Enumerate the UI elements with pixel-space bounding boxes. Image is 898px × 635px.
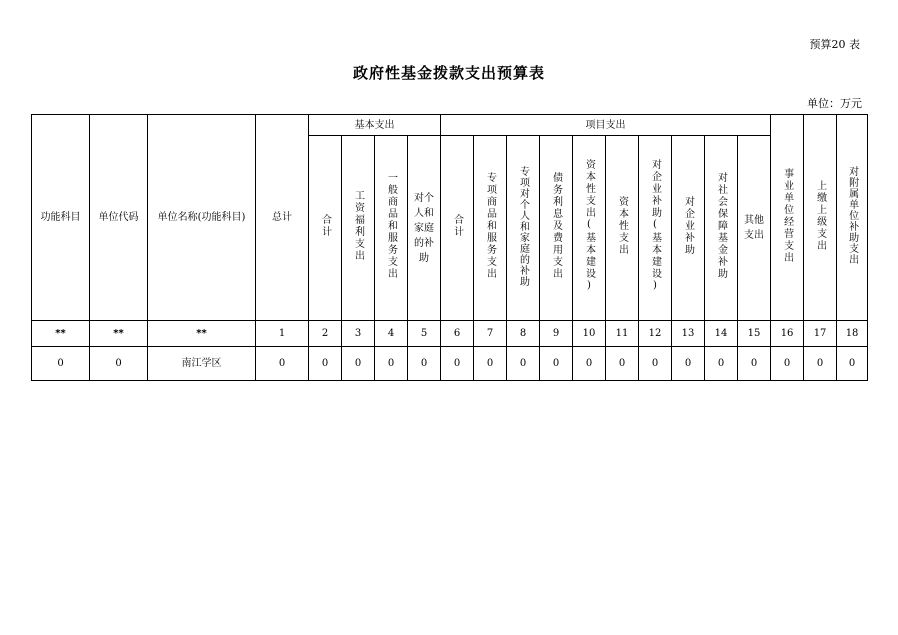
column-number-row (32, 321, 868, 347)
column-number: 3 (342, 321, 375, 347)
header-special-personal (507, 136, 540, 321)
header-unit-code: 单位代码 (90, 115, 148, 321)
header-other-text: 其他支出 (744, 215, 765, 241)
table-cell: 南江学区 (148, 347, 256, 381)
column-number: 5 (408, 321, 441, 347)
table-cell: 0 (606, 347, 639, 381)
column-number: 14 (705, 321, 738, 347)
header-goods-text: 一般商品和服务支出 (385, 172, 397, 280)
header-special-goods-text: 专项商品和服务支出 (484, 172, 496, 280)
header-debt-interest (540, 136, 573, 321)
header-special-goods (474, 136, 507, 321)
column-number: 17 (804, 321, 837, 347)
column-number: ** (148, 321, 256, 347)
header-other (738, 136, 771, 321)
header-basic-total-text: 合计 (319, 214, 331, 238)
header-special-personal-text: 专项对个人和家庭的补助 (517, 165, 529, 287)
table-cell: 0 (408, 347, 441, 381)
header-basic-group: 基本支出 (309, 115, 441, 136)
header-unit-name: 单位名称(功能科目) (148, 115, 256, 321)
column-number: 7 (474, 321, 507, 347)
page-title: 政府性基金拨款支出预算表 (352, 64, 545, 82)
table-row (32, 347, 868, 381)
header-enterprise-text: 对企业补助 (682, 196, 694, 256)
table-cell: 0 (342, 347, 375, 381)
header-enterprise-basic-text: 对企业补助(基本建设) (649, 159, 661, 293)
table-cell: 0 (90, 347, 148, 381)
header-wage-text: 工资福利支出 (352, 190, 364, 262)
table-cell: 0 (256, 347, 309, 381)
column-number: 2 (309, 321, 342, 347)
header-social-security (705, 136, 738, 321)
table-cell: 0 (540, 347, 573, 381)
unit-label: 单位：万元 (807, 97, 862, 110)
header-enterprise-basic (639, 136, 672, 321)
header-personal-basic-text: 对个人和家庭的补助 (414, 192, 434, 264)
column-number: 1 (256, 321, 309, 347)
table-cell: 0 (672, 347, 705, 381)
table-cell: 0 (375, 347, 408, 381)
header-goods (375, 136, 408, 321)
header-capital-text: 资本性支出 (616, 196, 628, 256)
column-number: 8 (507, 321, 540, 347)
column-number: ** (90, 321, 148, 347)
table-cell: 0 (771, 347, 804, 381)
header-superior (804, 115, 837, 321)
header-project-group: 项目支出 (441, 115, 771, 136)
header-project-total-text: 合计 (451, 214, 463, 238)
table-cell: 0 (474, 347, 507, 381)
column-number: 6 (441, 321, 474, 347)
header-subsidiary-text: 对附属单位补助支出 (846, 166, 858, 265)
column-number: 11 (606, 321, 639, 347)
header-enterprise (672, 136, 705, 321)
table-cell: 0 (639, 347, 672, 381)
header-debt-interest-text: 债务利息及费用支出 (550, 172, 562, 280)
header-row-groups (32, 115, 868, 136)
header-basic-total (309, 136, 342, 321)
header-operating (771, 115, 804, 321)
table-cell: 0 (705, 347, 738, 381)
header-subsidiary (837, 115, 868, 321)
column-number: 12 (639, 321, 672, 347)
column-number: 9 (540, 321, 573, 347)
table-cell: 0 (507, 347, 540, 381)
header-capital-basic (573, 136, 606, 321)
header-project-total (441, 136, 474, 321)
table-cell: 0 (32, 347, 90, 381)
column-number: ** (32, 321, 90, 347)
header-capital (606, 136, 639, 321)
header-operating-text: 事业单位经营支出 (781, 167, 793, 264)
header-personal-basic (408, 136, 441, 321)
table-cell: 0 (309, 347, 342, 381)
header-func-subject: 功能科目 (32, 115, 90, 321)
column-number: 16 (771, 321, 804, 347)
table-cell: 0 (738, 347, 771, 381)
column-number: 13 (672, 321, 705, 347)
table-cell: 0 (441, 347, 474, 381)
form-number: 预算20 表 (809, 38, 860, 51)
header-superior-text: 上缴上级支出 (814, 179, 826, 252)
header-total: 总计 (256, 115, 309, 321)
column-number: 4 (375, 321, 408, 347)
column-number: 10 (573, 321, 606, 347)
budget-table (31, 114, 868, 381)
column-number: 15 (738, 321, 771, 347)
column-number: 18 (837, 321, 868, 347)
header-social-security-text: 对社会保障基金补助 (715, 172, 727, 280)
table-cell: 0 (573, 347, 606, 381)
header-capital-basic-text: 资本性支出(基本建设) (583, 159, 595, 293)
header-wage (342, 136, 375, 321)
table-cell: 0 (837, 347, 868, 381)
table-cell: 0 (804, 347, 837, 381)
